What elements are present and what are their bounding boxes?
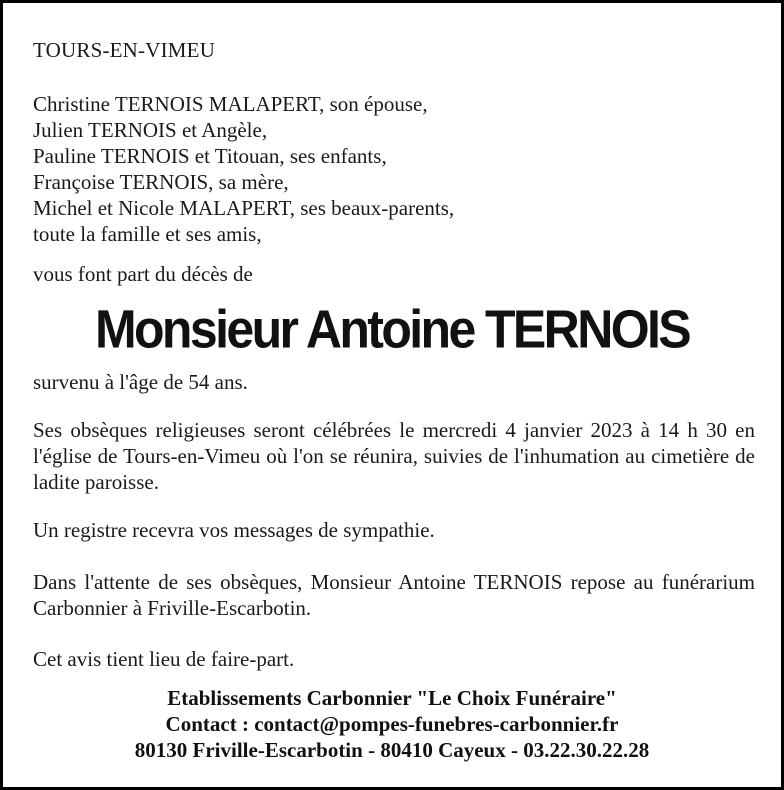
announcement-intro: vous font part du décès de — [33, 262, 253, 286]
family-member-line: Julien TERNOIS et Angèle, — [33, 118, 268, 142]
family-list — [33, 91, 454, 247]
family-member-line: Pauline TERNOIS et Titouan, ses enfants, — [33, 144, 387, 168]
deceased-name: Monsieur Antoine TERNOIS — [94, 298, 690, 360]
closing-note: Cet avis tient lieu de faire-part. — [33, 647, 295, 671]
resting-place-note: Dans l'attente de ses obsèques, Monsieur Antoine TERNOIS repose au funérarium Carbonnier à Friville-Escarbotin. — [33, 570, 755, 620]
age-line: survenu à l'âge de 54 ans. — [33, 370, 248, 394]
company-name: Etablissements Carbonnier "Le Choix Funéraire" — [167, 686, 617, 710]
family-member-line: toute la famille et ses amis, — [33, 222, 262, 246]
funeral-details: Ses obsèques religieuses seront célébrées le mercredi 4 janvier 2023 à 14 h 30 en l'église de Tours-en-Vimeu où l'on se réunira, suivies de l'inhumation au cimetière de ladite paroisse. — [33, 418, 755, 494]
family-member-line: Michel et Nicole MALAPERT, ses beaux-parents, — [33, 196, 455, 220]
funeral-home-footer — [3, 685, 781, 763]
company-address: 80130 Friville-Escarbotin - 80410 Cayeux - 03.22.30.22.28 — [134, 738, 650, 762]
family-member-line: Françoise TERNOIS, sa mère, — [33, 170, 289, 194]
contact-email: Contact : contact@pompes-funebres-carbonnier.fr — [165, 712, 619, 736]
registry-note: Un registre recevra vos messages de sympathie. — [33, 518, 435, 542]
place-heading: TOURS-EN-VIMEU — [33, 38, 216, 62]
family-member-line: Christine TERNOIS MALAPERT, son épouse, — [33, 92, 428, 116]
